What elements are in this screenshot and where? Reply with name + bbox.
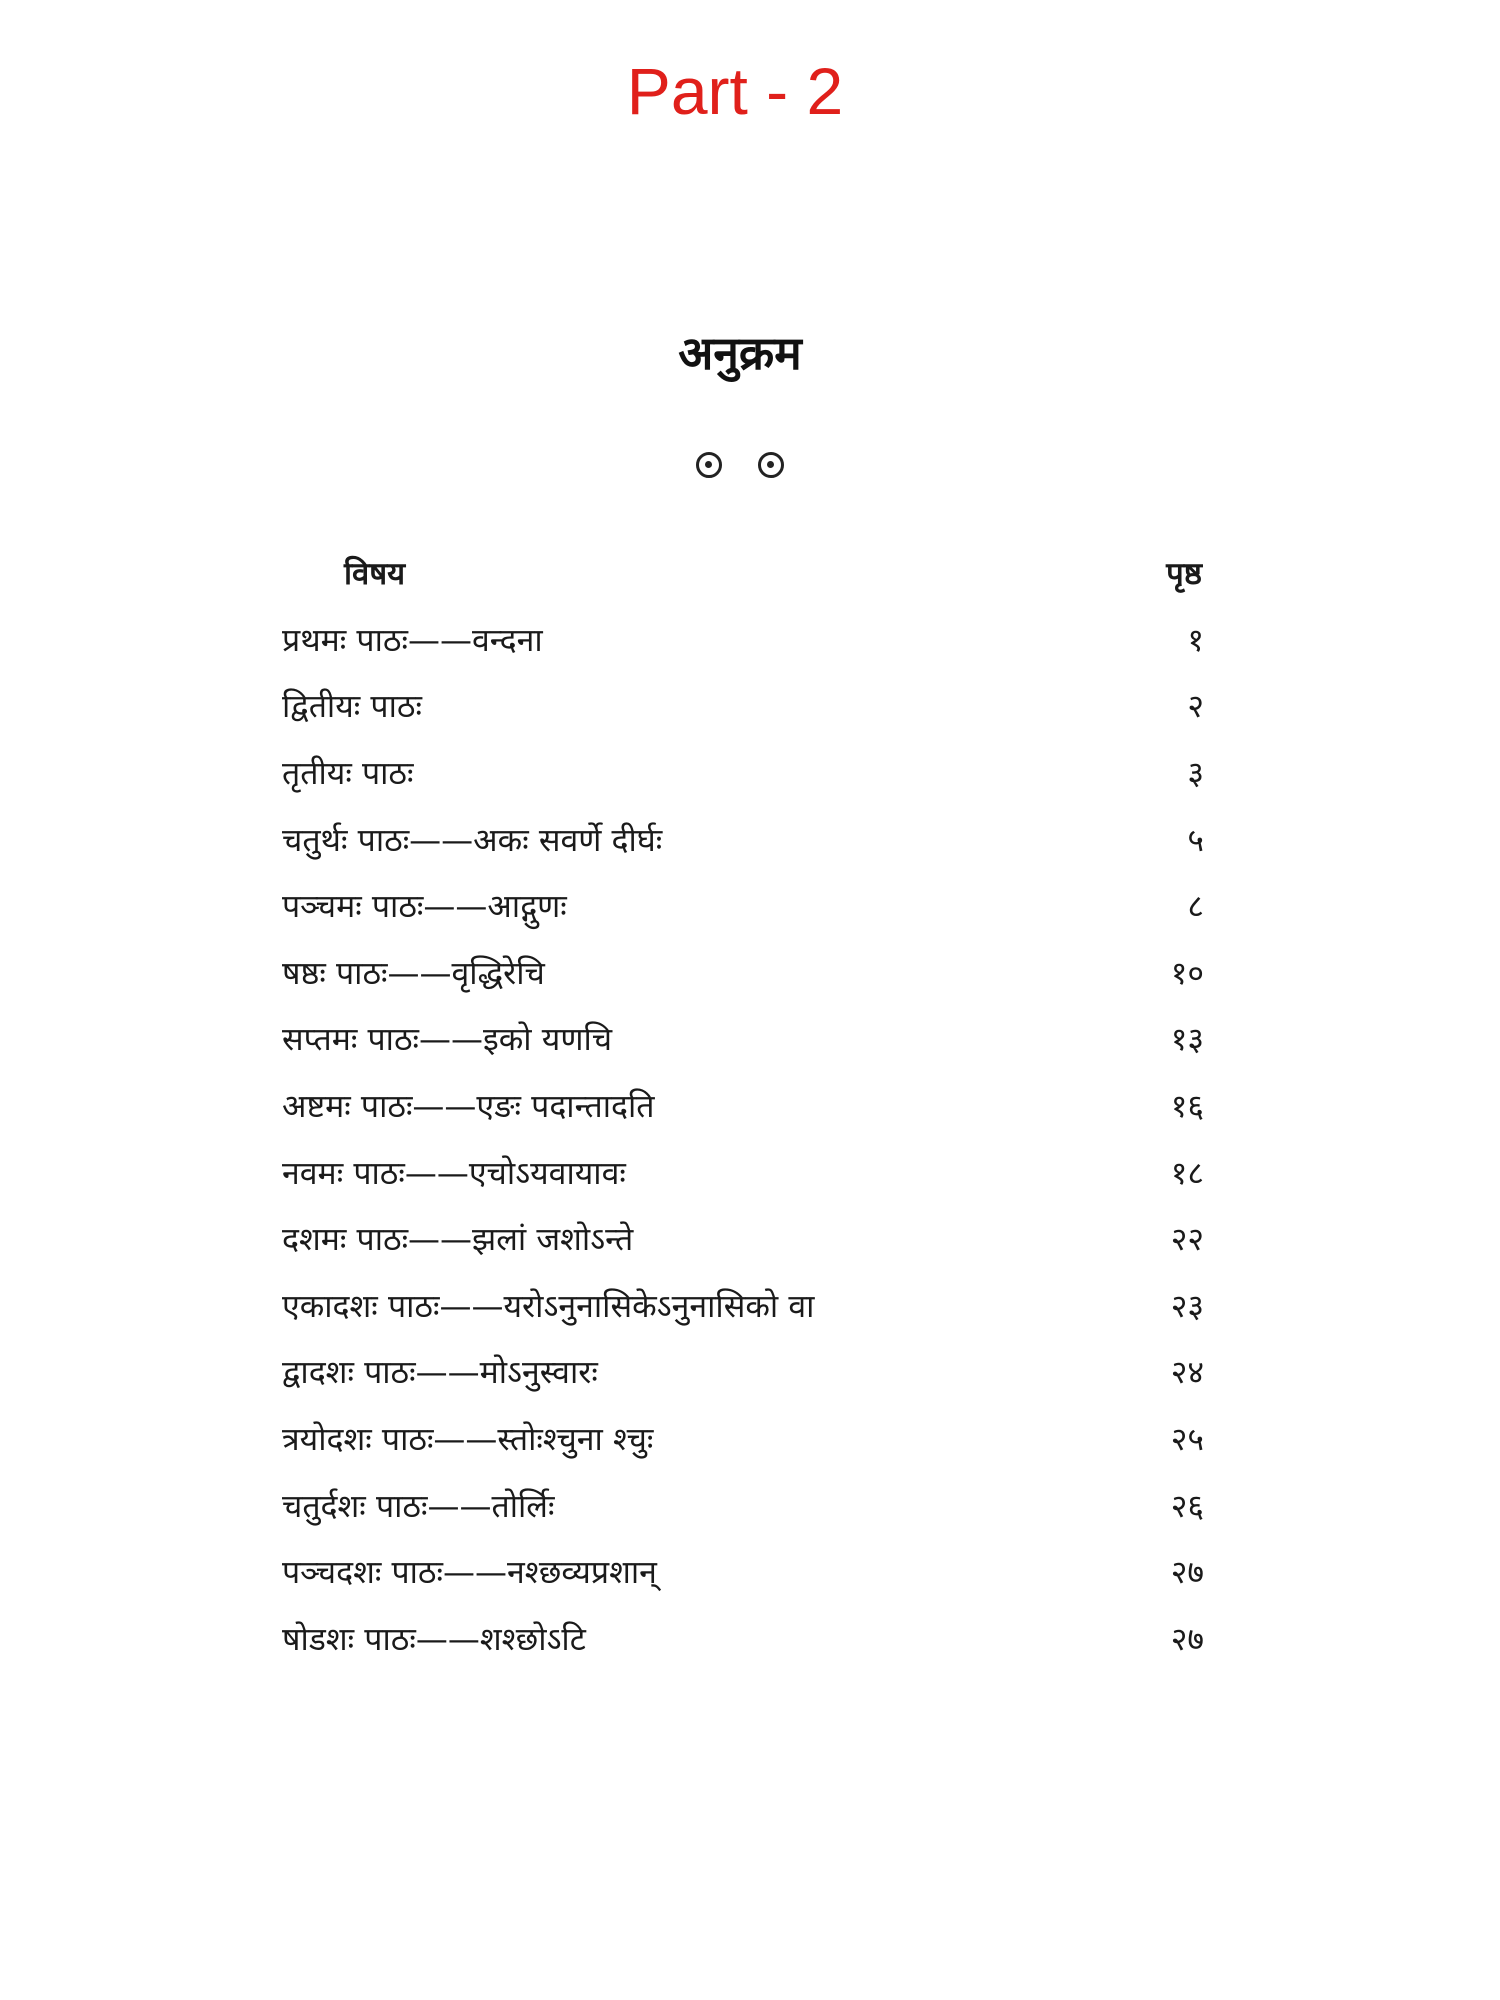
- toc-entry: [282, 872, 1212, 939]
- toc-entry-page: २६: [1170, 1486, 1204, 1525]
- toc-entry-subject: एकादशः पाठः——यरोऽनुनासिकेऽनुनासिको वा: [282, 1286, 815, 1325]
- toc-entry: [282, 1205, 1212, 1272]
- toc-entry: [282, 1605, 1212, 1672]
- toc-entry-subject: चतुर्थः पाठः——अकः सवर्णे दीर्घः: [282, 820, 663, 859]
- table-of-contents: [282, 540, 1212, 1672]
- page-title: अनुक्रम: [678, 326, 802, 380]
- toc-entry-page: २: [1187, 687, 1204, 726]
- toc-entry-subject: नवमः पाठः——एचोऽयवायावः: [282, 1153, 626, 1192]
- title-ornament: [0, 452, 1480, 478]
- ornament-icon: [758, 452, 784, 478]
- toc-entry-subject: सप्तमः पाठः——इको यणचि: [282, 1020, 613, 1059]
- toc-entry-page: २४: [1170, 1353, 1204, 1392]
- part-label: Part - 2: [626, 54, 844, 128]
- toc-entry-page: १: [1187, 620, 1204, 659]
- toc-entry-subject: पञ्चमः पाठः——आद्गुणः: [282, 887, 567, 926]
- toc-entry-page: ३: [1187, 753, 1204, 792]
- toc-entry-subject: षष्ठः पाठः——वृद्धिरेचि: [282, 953, 545, 992]
- toc-entry-page: १६: [1170, 1086, 1204, 1125]
- toc-entry-subject: त्रयोदशः पाठः——स्तोःश्चुना श्चुः: [282, 1419, 654, 1458]
- toc-entry: [282, 1072, 1212, 1139]
- toc-entry: [282, 939, 1212, 1006]
- toc-entry-subject: द्वितीयः पाठः: [282, 687, 422, 726]
- toc-entry-page: २३: [1170, 1286, 1204, 1325]
- toc-entry: [282, 1272, 1212, 1339]
- toc-entry-subject: चतुर्दशः पाठः——तोर्लिः: [282, 1486, 555, 1525]
- toc-entry-page: २७: [1170, 1619, 1204, 1658]
- toc-entry: [282, 1405, 1212, 1472]
- toc-entry: [282, 806, 1212, 873]
- page-column-header: पृष्ठ: [1166, 556, 1202, 592]
- ornament-icon: [696, 452, 722, 478]
- toc-entry-page: १८: [1170, 1153, 1204, 1192]
- toc-rows: [282, 606, 1212, 1672]
- toc-entry: [282, 1339, 1212, 1406]
- toc-entry-page: २२: [1170, 1220, 1204, 1259]
- subject-column-header: विषय: [344, 556, 406, 592]
- toc-entry-page: ८: [1187, 887, 1204, 926]
- toc-entry-subject: पञ्चदशः पाठः——नश्छव्यप्रशान्: [282, 1553, 657, 1592]
- toc-entry: [282, 673, 1212, 740]
- toc-entry-page: ५: [1187, 820, 1204, 859]
- toc-entry-subject: षोडशः पाठः——शश्छोऽटि: [282, 1619, 586, 1658]
- toc-entry: [282, 1472, 1212, 1539]
- toc-entry-page: २५: [1170, 1419, 1204, 1458]
- toc-entry-page: १३: [1170, 1020, 1204, 1059]
- toc-entry: [282, 1538, 1212, 1605]
- toc-entry: [282, 606, 1212, 673]
- toc-entry: [282, 739, 1212, 806]
- toc-entry: [282, 1139, 1212, 1206]
- toc-entry-page: १०: [1170, 953, 1204, 992]
- toc-entry-subject: प्रथमः पाठः——वन्दना: [282, 620, 543, 659]
- toc-entry-subject: दशमः पाठः——झलां जशोऽन्ते: [282, 1220, 634, 1259]
- toc-header: [282, 540, 1212, 606]
- toc-entry-subject: तृतीयः पाठः: [282, 753, 414, 792]
- toc-entry: [282, 1006, 1212, 1073]
- toc-entry-subject: द्वादशः पाठः——मोऽनुस्वारः: [282, 1353, 598, 1392]
- toc-entry-subject: अष्टमः पाठः——एङः पदान्तादति: [282, 1086, 655, 1125]
- toc-entry-page: २७: [1170, 1553, 1204, 1592]
